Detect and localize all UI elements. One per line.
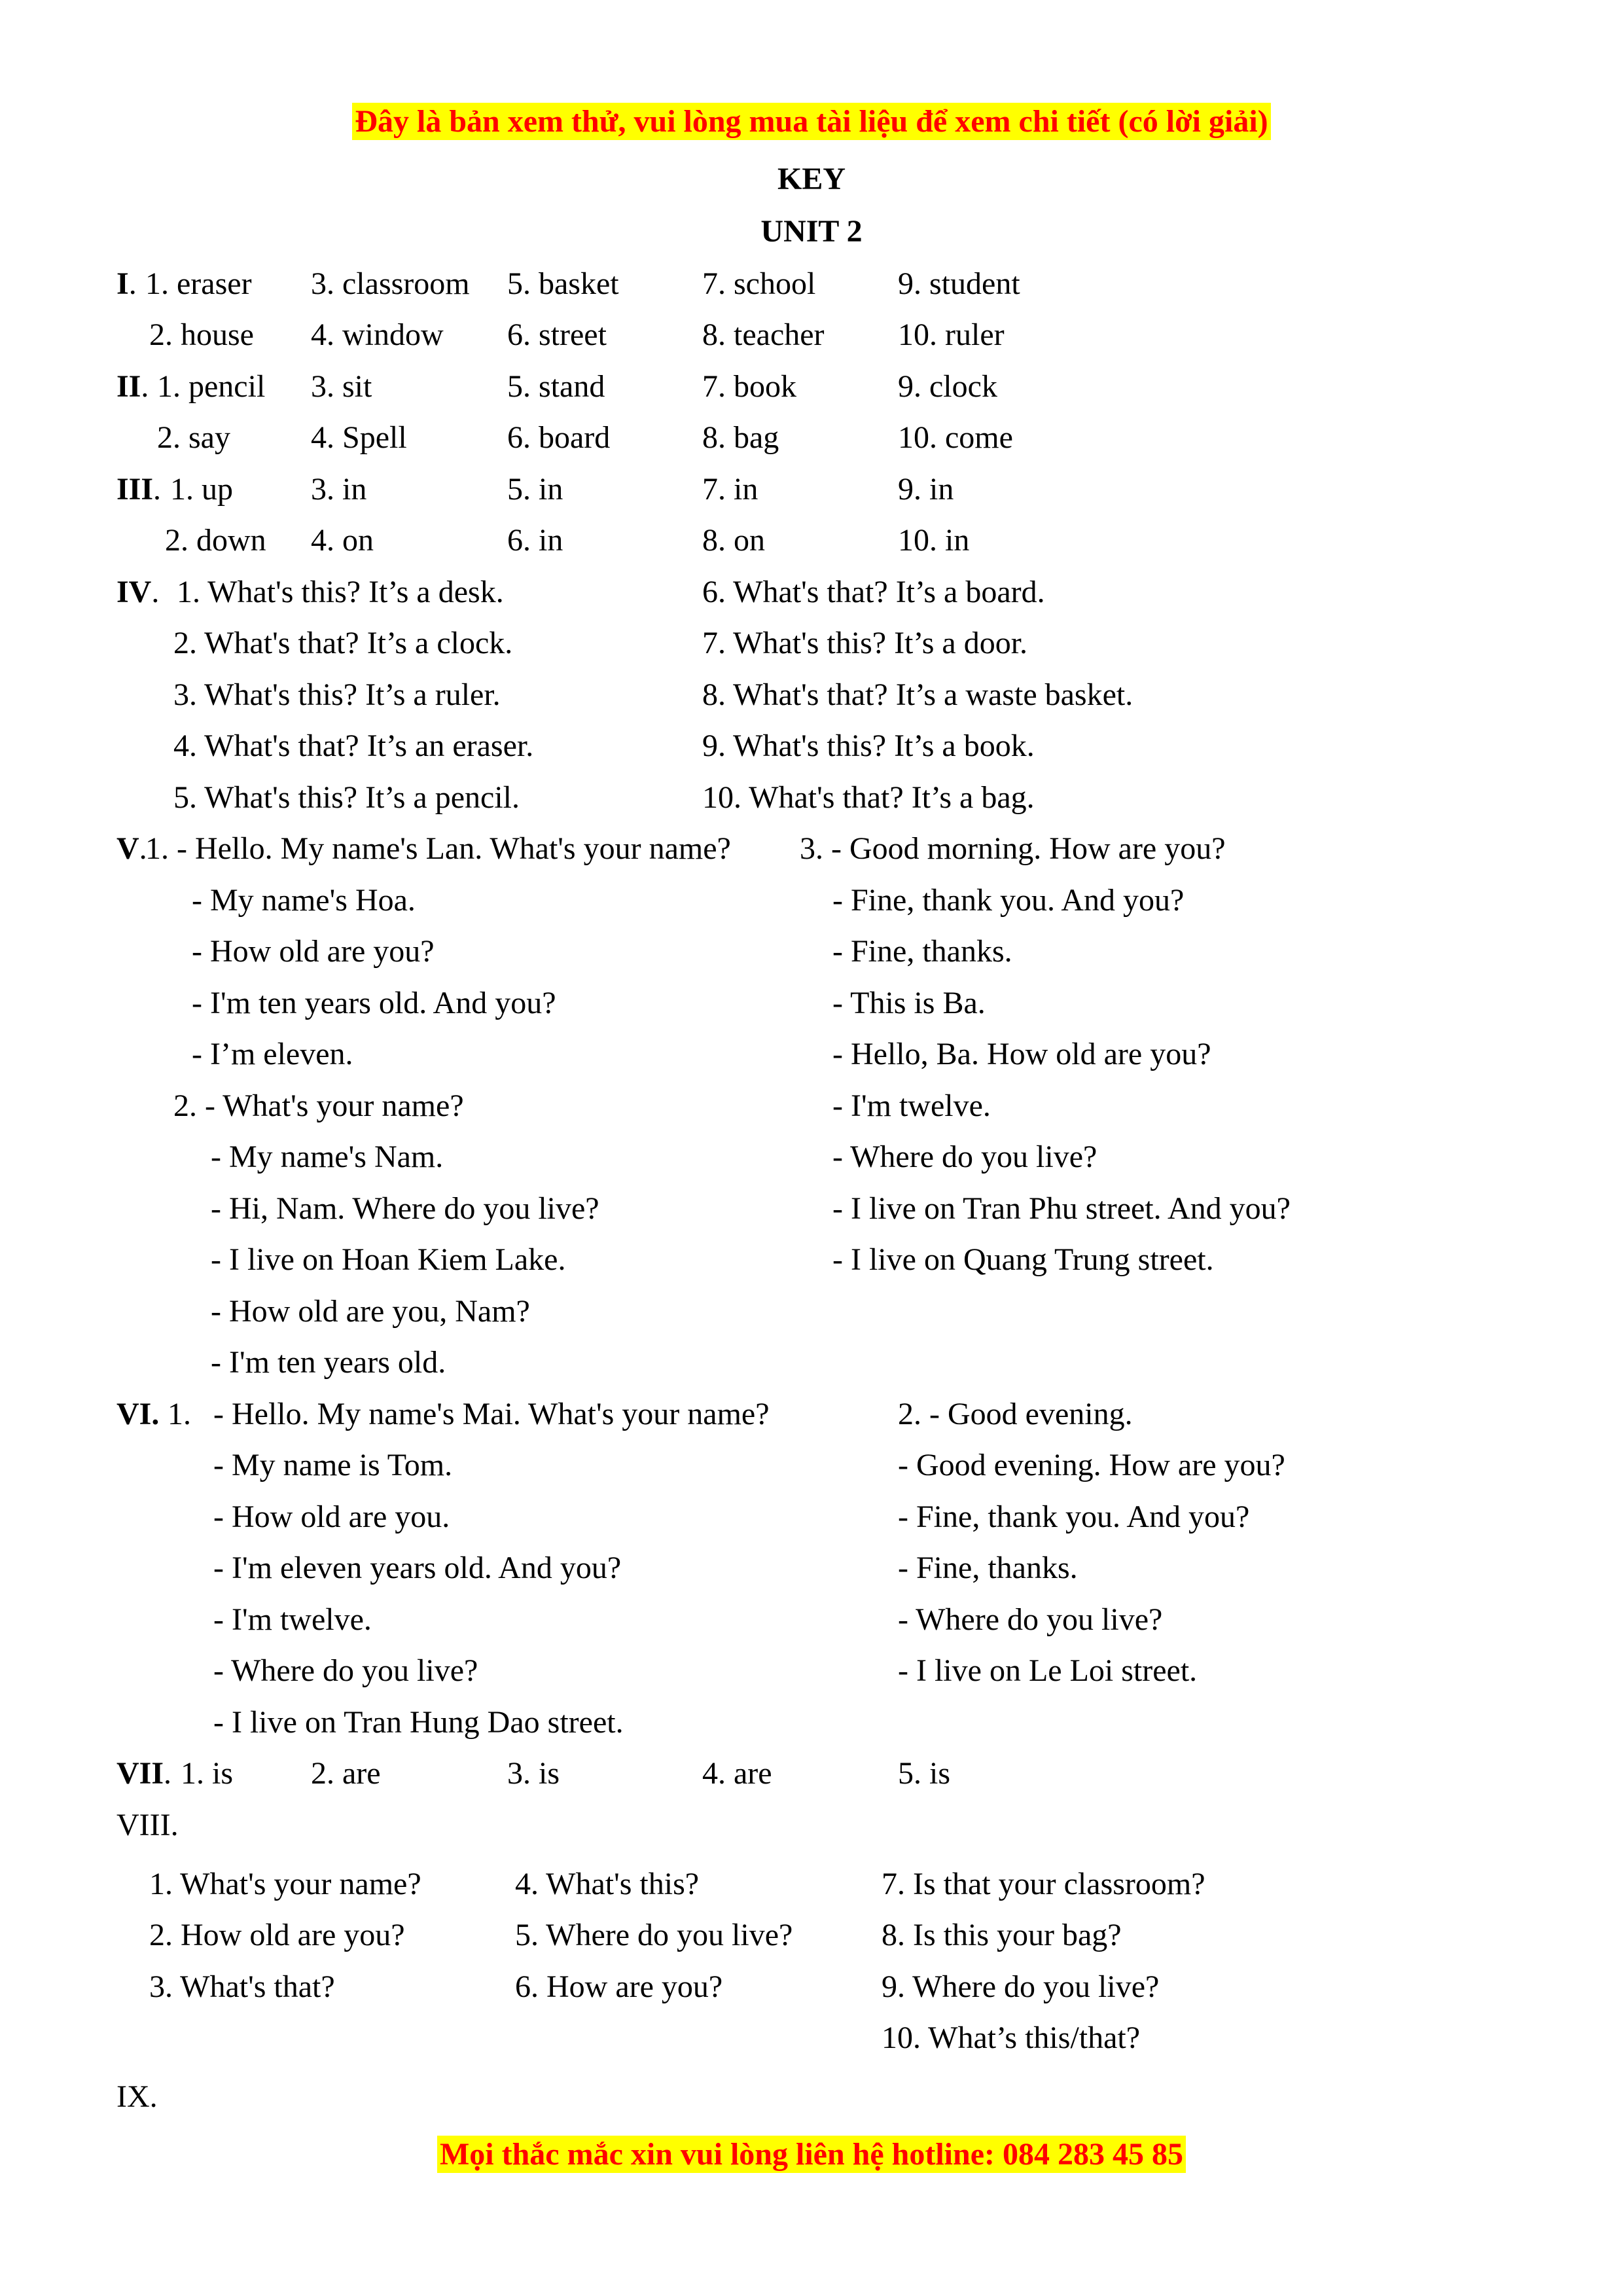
dialogue-line: - Fine, thanks.	[898, 1551, 1078, 1585]
answer-item: 3. classroom	[311, 266, 470, 301]
dialogue-line: - I live on Hoan Kiem Lake.	[211, 1242, 566, 1277]
answer-item: 10. ruler	[898, 317, 1005, 352]
question-item: 1. What's your name?	[149, 1867, 421, 1901]
dialogue-line: - Where do you live?	[898, 1602, 1163, 1637]
answer-item: 3. What's this? It’s a ruler.	[173, 677, 501, 712]
answer-item: 8. What's that? It’s a waste basket.	[702, 677, 1133, 712]
answer-item: 1. up	[170, 472, 233, 507]
dialogue-line: - I'm ten years old.	[211, 1345, 446, 1380]
answer-item: 8. on	[702, 523, 765, 558]
dialogue-line: 2. - What's your name?	[173, 1088, 464, 1123]
dialogue-line: - This is Ba.	[832, 986, 986, 1020]
answer-item: 5. in	[507, 472, 563, 507]
answer-item: 9. What's this? It’s a book.	[702, 728, 1035, 763]
question-item: 8. Is this your bag?	[882, 1918, 1122, 1952]
dialogue-line: - I'm eleven years old. And you?	[213, 1551, 622, 1585]
dialogue-line: - Fine, thank you. And you?	[898, 1499, 1250, 1534]
answer-item: 5. is	[898, 1756, 951, 1791]
dialogue-line: - Good evening. How are you?	[898, 1448, 1285, 1482]
section-6-label: VI.	[116, 1397, 160, 1431]
answer-item: 7. in	[702, 472, 758, 507]
dialogue-line: - My name's Nam.	[211, 1139, 444, 1174]
answer-item: 9. in	[898, 472, 954, 507]
answer-item: 6. What's that? It’s a board.	[702, 575, 1045, 609]
dialogue-line: - My name is Tom.	[213, 1448, 453, 1482]
answer-item: 2. say	[157, 420, 230, 455]
dialogue-line: - How old are you.	[213, 1499, 450, 1534]
dialogue-line: - I live on Quang Trung street.	[832, 1242, 1214, 1277]
dialogue-line: - I live on Tran Hung Dao street.	[213, 1705, 624, 1740]
dialogue-line: 2. - Good evening.	[898, 1397, 1133, 1431]
answer-item: 6. board	[507, 420, 611, 455]
answer-item: 2. house	[149, 317, 254, 352]
dialogue-line: - My name's Hoa.	[192, 883, 416, 918]
question-item: 6. How are you?	[515, 1969, 723, 2004]
dialogue-line: - Hello. My name's Mai. What's your name?	[213, 1397, 770, 1431]
answer-item: 2. down	[165, 523, 266, 558]
dialogue-line: - I'm ten years old. And you?	[192, 986, 556, 1020]
dialogue-line: - How old are you, Nam?	[211, 1294, 530, 1329]
section-7-label: VII.	[116, 1756, 172, 1791]
section-3-label: III.	[116, 472, 162, 507]
answer-item: 8. teacher	[702, 317, 825, 352]
answer-item: 4. Spell	[311, 420, 407, 455]
dialogue-line: - I live on Tran Phu street. And you?	[832, 1191, 1291, 1226]
question-item: 3. What's that?	[149, 1969, 335, 2004]
answer-item: 1. What's this? It’s a desk.	[177, 575, 504, 609]
hotline-notice: Mọi thắc mắc xin vui lòng liên hệ hotline: 084 283 45 85	[437, 2136, 1186, 2173]
answer-item: 4. window	[311, 317, 444, 352]
section-9-label: IX.	[116, 2079, 158, 2114]
question-item: 9. Where do you live?	[882, 1969, 1160, 2004]
dialogue-line: - Fine, thank you. And you?	[832, 883, 1185, 918]
answer-item: 6. street	[507, 317, 607, 352]
answer-item: 4. What's that? It’s an eraser.	[173, 728, 534, 763]
answer-item: 7. book	[702, 369, 796, 404]
unit-title: UNIT 2	[760, 214, 863, 249]
dialogue-line: - I'm twelve.	[213, 1602, 372, 1637]
answer-item: 4. are	[702, 1756, 772, 1791]
section-8-label: VIII.	[116, 1808, 179, 1842]
answer-item: 4. on	[311, 523, 374, 558]
answer-item: 3. is	[507, 1756, 560, 1791]
answer-item: 8. bag	[702, 420, 779, 455]
dialogue-number: 1.	[168, 1397, 191, 1431]
dialogue-line: - Where do you live?	[832, 1139, 1097, 1174]
answer-item: 10. come	[898, 420, 1013, 455]
question-item: 7. Is that your classroom?	[882, 1867, 1205, 1901]
answer-item: 2. What's that? It’s a clock.	[173, 626, 513, 660]
dialogue-line: - Hello, Ba. How old are you?	[832, 1037, 1211, 1071]
section-2-label: II.	[116, 369, 149, 404]
question-item: 10. What’s this/that?	[882, 2020, 1141, 2055]
answer-item: 3. in	[311, 472, 367, 507]
answer-item: 9. clock	[898, 369, 997, 404]
dialogue-line: - How old are you?	[192, 934, 435, 969]
question-item: 2. How old are you?	[149, 1918, 405, 1952]
answer-item: 1. pencil	[157, 369, 266, 404]
dialogue-line: - I'm twelve.	[832, 1088, 991, 1123]
answer-item: 7. school	[702, 266, 816, 301]
key-title: KEY	[777, 162, 846, 196]
section-4-label: IV.	[116, 575, 160, 609]
bottom-notice-line	[0, 2139, 1623, 2170]
section-1-label: I.	[116, 266, 137, 301]
answer-item: 5. basket	[507, 266, 619, 301]
answer-item: 7. What's this? It’s a door.	[702, 626, 1028, 660]
dialogue-line: - I’m eleven.	[192, 1037, 353, 1071]
answer-item: 1. is	[181, 1756, 234, 1791]
answer-item: 10. in	[898, 523, 970, 558]
answer-item: 1. eraser	[145, 266, 252, 301]
answer-item: 2. are	[311, 1756, 381, 1791]
answer-item: 5. What's this? It’s a pencil.	[173, 780, 520, 815]
answer-item: 5. stand	[507, 369, 605, 404]
dialogue-line: 1. - Hello. My name's Lan. What's your name?	[145, 831, 731, 866]
question-item: 5. Where do you live?	[515, 1918, 793, 1952]
answer-item: 9. student	[898, 266, 1020, 301]
answer-item: 6. in	[507, 523, 563, 558]
dialogue-line: - Hi, Nam. Where do you live?	[211, 1191, 599, 1226]
answer-item: 10. What's that? It’s a bag.	[702, 780, 1035, 815]
question-item: 4. What's this?	[515, 1867, 700, 1901]
dialogue-line: 3. - Good morning. How are you?	[800, 831, 1226, 866]
preview-notice: Đây là bản xem thử, vui lòng mua tài liệu để xem chi tiết (có lời giải)	[352, 103, 1270, 140]
dialogue-line: - Fine, thanks.	[832, 934, 1012, 969]
top-notice-line	[0, 106, 1623, 137]
answer-item: 3. sit	[311, 369, 372, 404]
dialogue-line: - I live on Le Loi street.	[898, 1653, 1198, 1688]
section-5-label: V.	[116, 831, 147, 866]
dialogue-line: - Where do you live?	[213, 1653, 478, 1688]
